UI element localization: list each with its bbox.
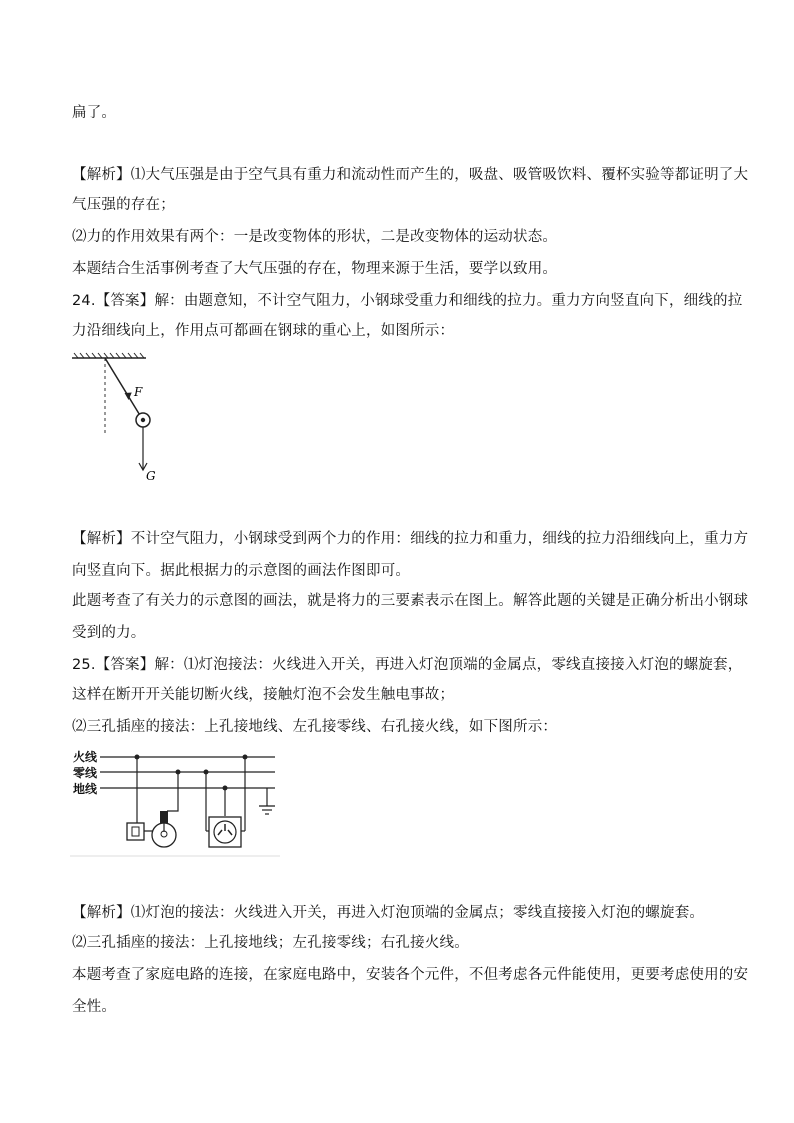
text-line: ⑵力的作用效果有两个：一是改变物体的形状，二是改变物体的运动状态。: [72, 229, 558, 245]
household-circuit-diagram: [70, 748, 280, 860]
text-line: 受到的力。: [72, 625, 146, 641]
text-line: 25.【答案】解：⑴灯泡接法：火线进入开关，再进入灯泡顶端的金属点，零线直接接入灯泡的螺旋套，: [72, 657, 743, 673]
wire-live-label: 火线: [73, 750, 98, 764]
text-line: 力沿细线向上，作用点可都画在钢球的重心上，如图所示：: [72, 323, 455, 339]
wire-neutral-label: 零线: [73, 766, 98, 780]
text-line: 气压强的存在；: [72, 197, 175, 213]
text-line: 【解析】⑴大气压强是由于空气具有重力和流动性而产生的，吸盘、吸管吸饮料、覆杯实验等都证明了大: [72, 167, 749, 183]
text-line: 【解析】不计空气阻力，小钢球受到两个力的作用：细线的拉力和重力，细线的拉力沿细线向上，重力方: [72, 531, 749, 547]
text-line: 本题结合生活事例考查了大气压强的存在，物理来源于生活，要学以致用。: [72, 261, 558, 277]
text-line: 扁了。: [72, 105, 117, 121]
force-f-label: F: [134, 385, 143, 399]
text-line: 24.【答案】解：由题意知，不计空气阻力，小钢球受重力和细线的拉力。重力方向竖直向下，细线的拉: [72, 293, 743, 309]
text-line: ⑵三孔插座的接法：上孔接地线；左孔接零线；右孔接火线。: [72, 935, 469, 951]
text-line: 全性。: [72, 999, 117, 1015]
text-line: ⑵三孔插座的接法：上孔接地线、左孔接零线、右孔接火线，如下图所示：: [72, 719, 558, 735]
pendulum-force-diagram: [70, 352, 170, 487]
text-line: 向竖直向下。据此根据力的示意图的画法作图即可。: [72, 563, 411, 579]
text-line: 本题考查了家庭电路的连接，在家庭电路中，安装各个元件，不但考虑各元件能使用，更要考虑使用的安: [72, 967, 749, 983]
text-line: 这样在断开开关能切断火线，接触灯泡不会发生触电事故；: [72, 687, 455, 703]
text-line: 【解析】⑴灯泡的接法：火线进入开关，再进入灯泡顶端的金属点；零线直接接入灯泡的螺旋套。: [72, 905, 705, 921]
gravity-g-label: G: [146, 469, 156, 483]
text-line: 此题考查了有关力的示意图的画法，就是将力的三要素表示在图上。解答此题的关键是正确分析出小钢球: [72, 593, 749, 609]
wire-ground-label: 地线: [73, 782, 98, 796]
